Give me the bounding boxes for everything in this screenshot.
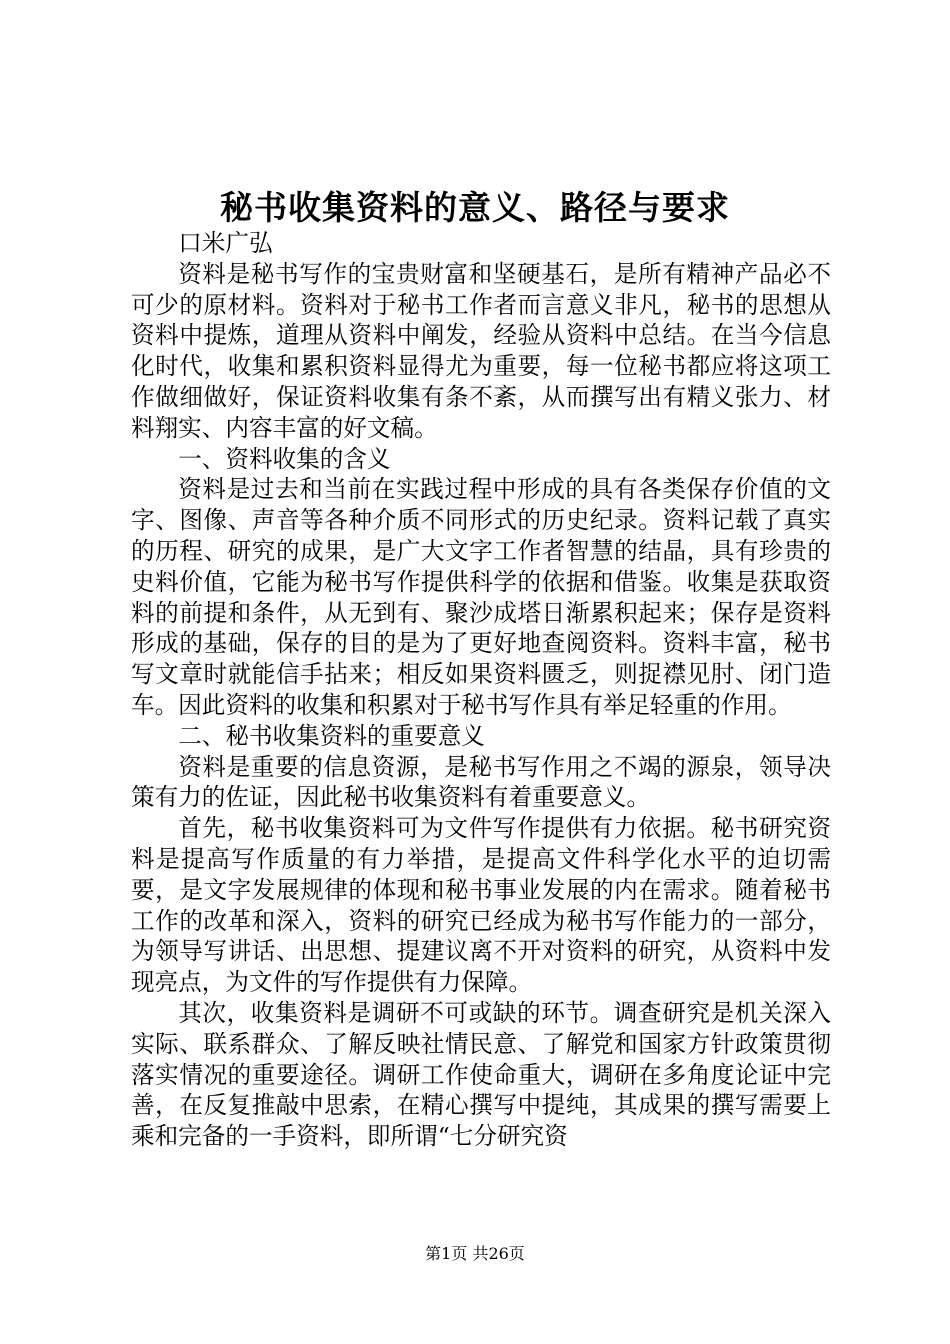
paragraph: 资料是重要的信息资源，是秘书写作用之不竭的源泉，领导决策有力的佐证，因此秘书收集资料有着重要意义。 [131, 752, 831, 812]
section-heading: 二、秘书收集资料的重要意义 [178, 721, 485, 750]
page-number-footer: 第1页 共26页 [425, 1244, 525, 1263]
paragraph: 其次，收集资料是调研不可或缺的环节。调查研究是机关深入实际、联系群众、了解反映社情民意、了解党和国家方针政策贯彻落实情况的重要途径。调研工作使命重大，调研在多角度论证中完善，在反复推敲中思索，在精心撰写中提纯，其成果的撰写需要上乘和完备的一手资料，即所谓“七分研究资 [131, 998, 831, 1151]
paragraph: 资料是过去和当前在实践过程中形成的具有各类保存价值的文字、图像、声音等各种介质不同形式的历史纪录。资料记载了真实的历程、研究的成果，是广大文字工作者智慧的结晶，具有珍贵的史料价值，它能为秘书写作提供科学的依据和借鉴。收集是获取资料的前提和条件，从无到有、聚沙成塔日渐累积起来；保存是资料形成的基础，保存的目的是为了更好地查阅资料。资料丰富，秘书写文章时就能信手拈来；相反如果资料匮乏，则捉襟见肘、闭门造车。因此资料的收集和积累对于秘书写作具有举足轻重的作用。 [131, 475, 831, 719]
document-body [131, 228, 831, 1152]
document-title: 秘书收集资料的意义、路径与要求 [220, 188, 730, 227]
paragraph: 首先，秘书收集资料可为文件写作提供有力依据。秘书研究资料是提高写作质量的有力举措，是提高文件科学化水平的迫切需要，是文字发展规律的体现和秘书事业发展的内在需求。随着秘书工作的改革和深入，资料的研究已经成为秘书写作能力的一部分，为领导写讲话、出思想、提建议离不开对资料的研究，从资料中发现亮点，为文件的写作提供有力保障。 [131, 814, 831, 997]
author-line: 口米广弘 [178, 229, 273, 257]
section-heading: 一、资料收集的含义 [178, 444, 391, 473]
paragraph: 资料是秘书写作的宝贵财富和坚硬基石，是所有精神产品必不可少的原材料。资料对于秘书工作者而言意义非凡，秘书的思想从资料中提炼，道理从资料中阐发，经验从资料中总结。在当今信息化时代，收集和累积资料显得尤为重要，每一位秘书都应将这项工作做细做好，保证资料收集有条不紊，从而撰写出有精义张力、材料翔实、内容丰富的好文稿。 [131, 259, 831, 442]
